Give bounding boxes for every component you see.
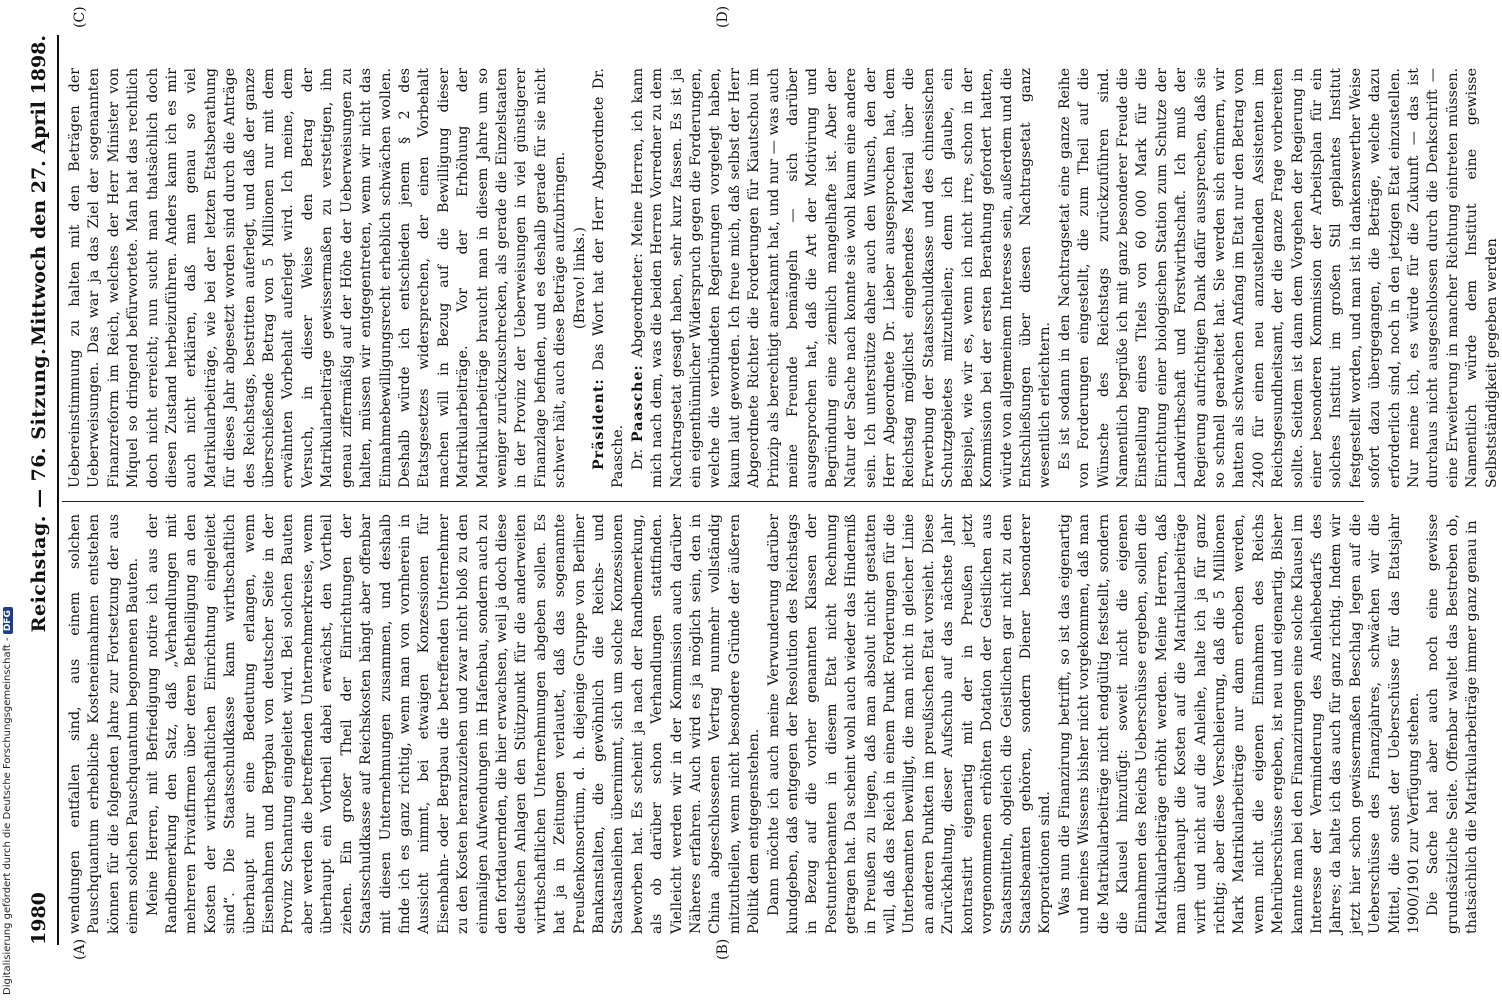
column-divider (62, 501, 1364, 502)
speech-opening (629, 68, 1056, 488)
president-remark (590, 68, 629, 488)
margin-marker-b: (B) (715, 938, 731, 960)
paragraph: Meine Herren, mit Befriedigung notire ich aus der Randbemerkung den Satz, daß „Verhandlungen mit mehreren Privatfirmen über deren Betheiligung an den Kosten der wirthschaftlichen Einrichtung eingeleitet sind“. Die Staatsschuldkasse kann wirthschaftlich überhaupt nur eine Bedeutung erlangen, wenn Eisenbahnen und Bergbau von deutscher Seite in der Provinz Schantung eingeleitet wird. Bei solchen Bauten aber werden die betreffenden Unternehmerkreise, wenn überhaupt ein Vortheil dabei erwächst, den Vortheil ziehen. Ein großer Theil der Einrichtungen der Staatsschuldkasse auf Reichskosten hängt aber offenbar mit diesen Unternehmungen zusammen, und deshalb finde ich es ganz richtig, wenn man von vornherein in Aussicht nimmt, bei etwaigen Konzessionen für Eisenbahn- oder Bergbau die betreffenden Unternehmer zu den Kosten heranzuziehen und zwar nicht bloß zu den einmaligen Aufwendungen im Hafenbau, sondern auch zu den fortdauernden, die hier erwachsen, weil ja doch diese deutschen Anlagen den Stützpunkt für die anderweiten wirthschaftlichen Unternehmungen abgeben sollen. Es hat ja in Zeitungen verlautet, daß das sogenannte Preußenkonsortium, d. h. diejenige Gruppe von Berliner Bankanstalten, die gewöhnlich die Reichs- und Staatsanleihen übernimmt, sich um solche Konzessionen beworben hat. Es scheint ja nach der Randbemerkung, als ob darüber schon Verhandlungen stattfinden. Vielleicht werden wir in der Kommission auch darüber Näheres erfahren. Auch wird es ja möglich sein, den in China abgeschlossenen Vertrag nunmehr vollständig mitzutheilen, wenn nicht besondere Gründe der äußeren Politik dem entgegenstehen. (144, 514, 763, 934)
margin-marker-c: (C) (72, 6, 88, 28)
right-column (66, 68, 1500, 488)
paragraph: Dann möchte ich auch meine Verwunderung darüber kundgeben, daß entgegen der Resolution des Reichstags in Bezug auf die vorher genannten Klassen der Postunterbeamten in diesem Etat nicht Rechnung getragen hat. Da scheint wohl auch wieder das Hinderniß in Preußen zu liegen, daß man absolut nicht gestatten will, daß das Reich in einem Punkt Forderungen für die Unterbeamten bewilligt, die man nicht in gleicher Linie an anderen Punkten im preußischen Etat vorsieht. Diese Zurückhaltung, dieser Aufschub auf das nächste Jahr kontrastirt eigenartig mit der in Preußen jetzt vorgenommenen erhöhten Dotation der Geistlichen aus Staatsmitteln, obgleich die Geistlichen gar nicht zu den Staatsbeamten gehören, sondern Diener besonderer Korporationen sind. (765, 514, 1054, 934)
side-credit (2, 0, 16, 1000)
margin-marker-d: (D) (715, 5, 731, 28)
speaker-president: Präsident: (590, 378, 607, 470)
paragraph: wendungen entfallen sind, aus einem solchen Pauschquantum erhebliche Kosteneinnahmen entstehen können für die folgenden Jahre zur Fortsetzung der aus einem solchen Pauschquantum begonnenen Bauten. (67, 514, 142, 934)
speech-text: Abgeordneter: Meine Herren, ich kann mich nach dem, was die beiden Herren Vorredner zu dem Nachtragsetat gesagt haben, sehr kurz fassen. Es ist ja ein eigenthümlicher Widerspruch gegen die Forderungen, welche die verbündeten Regierungen vorgelegt haben, kaum laut geworden. Ich freue mich, daß selbst der Herr Abgeordnete Richter die Forderungen für Kiautschou im Prinzip als berechtigt anerkannt hat, und nur — was auch meine Freunde bemängeln — sich darüber ausgesprochen hat, daß die Art der Motivirung und Begründung eine ziemlich mangelhafte ist. Aber der Natur der Sache nach konnte sie wohl kaum eine andere sein. Ich unterstütze daher auch den Wunsch, den der Herr Abgeordnete Dr. Lieber ausgesprochen hat, dem Reichstag möglichst eingehendes Material über die Erwerbung der Staatsschuldkasse und des chinesischen Schutzgebietes mitzutheilen; denn ich glaube, ein Beispiel, wie wir es, wenn ich nicht irre, schon in der Kommission bei der ersten Berathung gefordert hatten, würde von allgemeinem Interesse sein, außerdem und die Entschließungen über diesen Nachtragsetat ganz wesentlich erleichtern. (629, 68, 1054, 488)
session-date: Mittwoch den 27. April 1898. (28, 35, 50, 346)
footer-credit-text: Digitalisierung gefördert durch die Deutsche Forschungsgemeinschaft - (2, 637, 13, 995)
paragraph: Uebereinstimmung zu halten mit den Beträgen der Ueberweisungen. Das war ja das Ziel der sogenannten Finanzreform im Reich, welches der Herr Minister von Miquel so dringend befürwortete. Man hat das rechtlich doch nicht erreicht; nun sucht man thatsächlich doch diesen Zustand herbeizuführen. Anders kann ich es mir auch nicht erklären, daß man genau so viel Matrikularbeiträge, wie bei der letzten Etatsberathung für dieses Jahr abgesetzt worden sind durch die Anträge des Reichstags, bestritten auferlegt, und daß der ganze überschießende Betrag von 5 Millionen nur mit dem erwähnten Vorbehalt auferlegt wird. Ich meine, dem Versuch, in dieser Weise den Betrag der Matrikularbeiträge gewissermaßen zu verstetigen, ihn genau ziffermäßig auf der Höhe der Ueberweisungen zu halten, müssen wir entgegentreten, wenn wir nicht das Einnahmebewilligungsrecht erheblich schwächen wollen. Deshalb würde ich entschieden jenem § 2 des Etatsgesetzes widersprechen, der einen Vorbehalt machen will in Bezug auf die Bewilligung dieser Matrikularbeiträge. Vor der Erhöhung der Matrikularbeiträge braucht man in diesem Jahre um so weniger zurückzuschrecken, als gerade die Einzelstaaten in der Provinz der Ueberweisungen in viel günstigerer Finanzlage befinden, und es deshalb gerade für sie nicht schwer hält, auch diese Beträge aufzubringen. (67, 68, 569, 488)
speaker-title: Dr. (629, 442, 646, 470)
running-title: Reichstag. — 76. Sitzung. (28, 347, 50, 633)
paragraph: Die Sache hat aber auch noch eine gewisse grundsätzliche Seite. Offenbar waltet das Bestreben ob, thatsächlich die Matrikularbeiträge immer ganz genau in (1425, 514, 1481, 934)
paragraph: Was nun die Finanzirung betrifft, so ist das eigenartig und meines Wissens bisher nicht vorgekommen, daß man die Matrikularbeiträge nicht endgültig feststellt, sondern die Klausel hinzufügt: soweit nicht die eigenen Einnahmen des Reichs Ueberschüsse ergeben, sollen die Matrikularbeiträge erhöht werden. Meine Herren, daß man überhaupt die Kosten auf die Matrikularbeiträge wirft und nicht auf die Anleihe, halte ich ja für ganz richtig; aber diese Verschleierung, daß die 5 Millionen Mark Matrikularbeiträge nur dann erhoben werden, wenn nicht die eigenen Einnahmen des Reichs Mehrüberschüsse ergeben, ist neu und eigenartig. Bisher kannte man bei den Finanzirungen eine solche Klausel im Interesse der Verminderung des Anleihebedarfs des Jahres; da halte ich das auch für ganz richtig. Indem wir jetzt hier schon gewissermaßen Beschlag legen auf die Ueberschüsse des Finanzjahres, schwächen wir die Mittel, die sonst der Ueberschüsse für das Etatsjahr 1900/1901 zur Verfügung stehen. (1056, 514, 1423, 934)
margin-marker-a: (A) (72, 938, 88, 960)
header-rule (57, 35, 59, 945)
page-number: 1980 (28, 892, 50, 945)
dfg-logo: DFG (3, 607, 13, 634)
paragraph: Es ist sodann in den Nachtragsetat eine ganze Reihe von Forderungen eingestellt, die zum Theil auf die Wünsche des Reichstags zurückzuführen sind. Namentlich begrüße ich mit ganz besonderer Freude die Einstellung eines Titels von 60 000 Mark für die Einrichtung einer biologischen Station zum Schutze der Landwirthschaft und Forstwirthschaft. Ich muß der Regierung aufrichtigen Dank dafür aussprechen, daß sie so schnell gearbeitet hat. Sie werden sich erinnern, wir hatten als schwachen Anfang im Etat nur den Betrag von 2400 für einen neu anzustellenden Assistenten im Reichsgesundheitsamt, der die ganze Frage vorbereiten sollte. Seitdem ist dann dem Vorgehen der Regierung in einer besonderen Kommission der Arbeitsplan für ein solches Institut im großen Stil geplantes Institut festgestellt worden, und man ist in dankenswerther Weise sofort dazu übergegangen, die Beträge, welche dazu erforderlich sind, noch in den jetzigen Etat einzustellen. Nur meine ich, es würde für die Zukunft — das ist durchaus nicht ausgeschlossen durch die Denkschrift — eine Erweiterung in mancher Richtung eintreten müssen. Namentlich würde dem Institut eine gewisse Selbstständigkeit gegeben werden (1056, 68, 1500, 488)
page-header (28, 35, 54, 945)
speaker-name: Paasche: (629, 364, 646, 443)
left-column (66, 514, 1481, 934)
president-text: Das Wort hat der Herr Abgeordnete Dr. Paasche. (590, 68, 627, 488)
applause-note: (Bravo! links.) (571, 226, 588, 330)
